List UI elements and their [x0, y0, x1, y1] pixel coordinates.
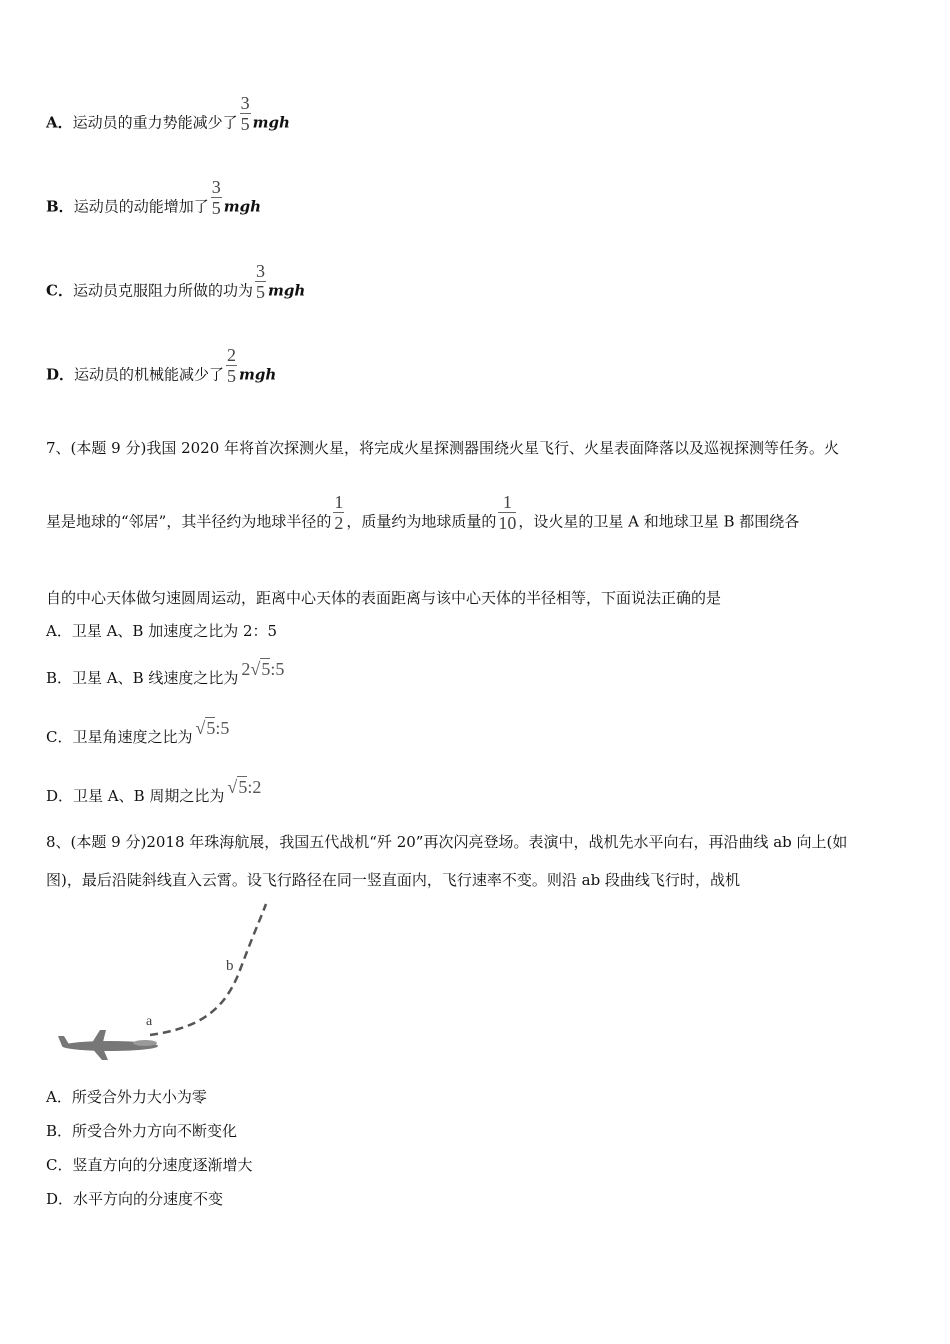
math-ratio: √5:2	[227, 777, 262, 797]
math-variable: mgh	[223, 197, 261, 216]
jet-icon	[58, 1030, 158, 1060]
flight-path-svg	[50, 900, 290, 1070]
label-b: b	[226, 958, 234, 974]
fraction-mass: $\frac{1}{10}$	[498, 492, 517, 533]
math-variable: mgh	[239, 365, 277, 384]
q8-option-d: D．水平方向的分速度不变	[46, 1190, 224, 1208]
option-text: D．卫星 A、B 周期之比为	[46, 787, 225, 805]
option-text: 运动员的机械能减少了	[74, 365, 225, 384]
q7-option-b	[46, 659, 285, 688]
fraction-radius: $\frac{1}{2}$	[334, 492, 344, 533]
q6-option-d	[46, 345, 277, 396]
math-ratio: √5:5	[195, 718, 230, 738]
fraction: $\frac{2}{5}$	[227, 345, 237, 386]
math-ratio: 2√5:5	[241, 659, 285, 679]
fraction: $\frac{3}{5}$	[240, 93, 250, 134]
q6-option-b	[46, 177, 261, 228]
option-letter: A．	[46, 113, 73, 132]
q7-stem-line1: 7、(本题 9 分)我国 2020 年将首次探测火星，将完成火星探测器围绕火星飞行、火星表面降落以及巡视探测等任务。火	[46, 439, 840, 457]
option-text: 运动员的动能增加了	[73, 197, 209, 216]
q8-option-a: A．所受合外力大小为零	[46, 1088, 207, 1106]
q8-stem-line1: 8、(本题 9 分)2018 年珠海航展，我国五代战机“歼 20”再次闪亮登场。表演中，战机先水平向右，再沿曲线 ab 向上(如	[46, 833, 848, 851]
q7-stem-text: ，设火星的卫星 A 和地球卫星 B 都围绕各	[518, 512, 800, 531]
option-letter: D．	[46, 365, 75, 384]
q8-option-c: C．竖直方向的分速度逐渐增大	[46, 1156, 253, 1174]
q7-stem-line2	[46, 492, 800, 543]
fraction: $\frac{3}{5}$	[255, 261, 265, 302]
curve-ab	[150, 904, 266, 1035]
option-text: C．卫星角速度之比为	[46, 728, 193, 746]
q6-option-c	[46, 261, 306, 312]
math-variable: mgh	[267, 281, 306, 300]
q7-stem-text: ，质量约为地球质量的	[346, 512, 497, 531]
q7-option-d	[46, 777, 262, 806]
q7-option-a: A．卫星 A、B 加速度之比为 2：5	[46, 622, 278, 640]
math-variable: mgh	[252, 113, 290, 132]
q6-option-a	[46, 93, 290, 144]
q8-option-b: B．所受合外力方向不断变化	[46, 1122, 238, 1140]
label-a: a	[146, 1014, 153, 1029]
option-text: 运动员克服阻力所做的功为	[72, 281, 253, 300]
option-text: B．卫星 A、B 线速度之比为	[46, 669, 239, 687]
option-letter: B．	[46, 197, 74, 216]
option-letter: C．	[46, 281, 73, 300]
q7-option-c	[46, 718, 230, 747]
fraction: $\frac{3}{5}$	[211, 177, 221, 218]
jet-flight-path-figure	[50, 900, 290, 1070]
option-text: 运动员的重力势能减少了	[72, 113, 238, 132]
q8-stem-line2: 图)，最后沿陡斜线直入云霄。设飞行路径在同一竖直面内，飞行速率不变。则沿 ab 段曲线飞行时，战机	[46, 871, 740, 889]
q7-stem-line3: 自的中心天体做匀速圆周运动，距离中心天体的表面距离与该中心天体的半径相等，下面说法正确的是	[46, 589, 722, 607]
q7-stem-text: 星是地球的“邻居”，其半径约为地球半径的	[46, 512, 332, 531]
